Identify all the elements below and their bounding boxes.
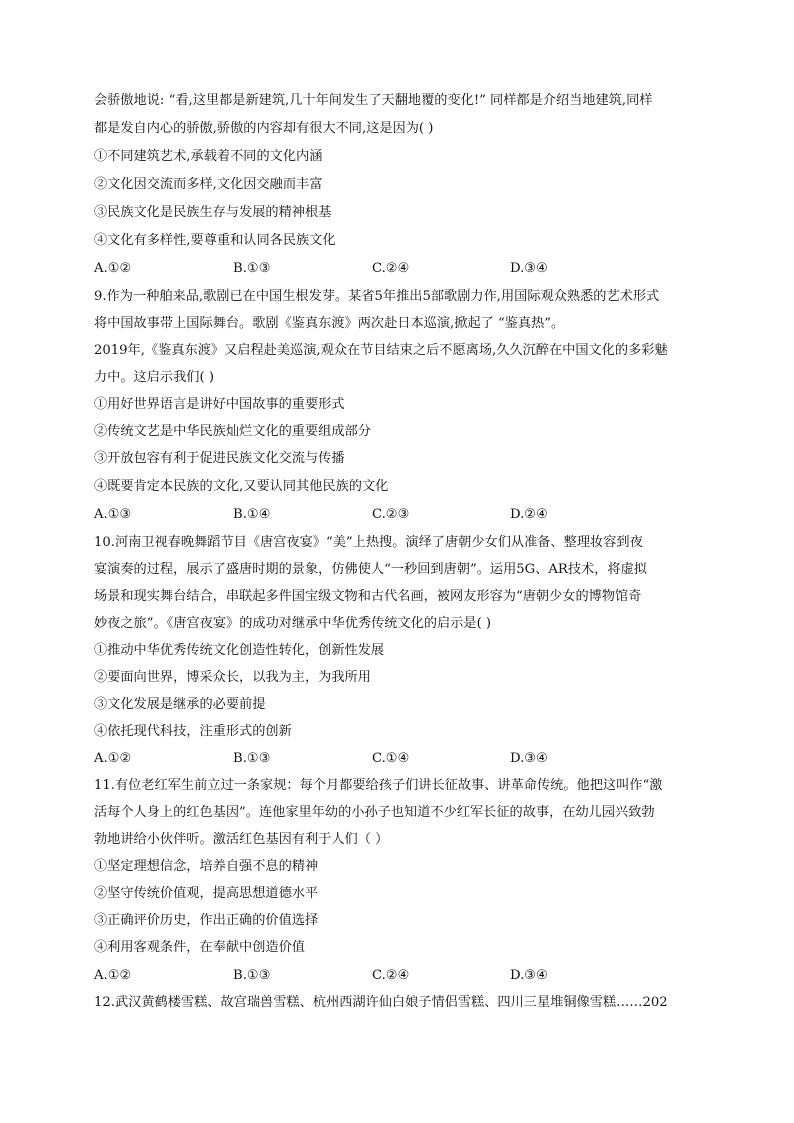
q9-item: ③开放包容有利于促进民族文化交流与传播	[94, 451, 345, 466]
q8-item: ④文化有多样性,要尊重和认同各民族文化	[94, 233, 336, 248]
q8-item: ②文化因交流而多样,文化因交融而丰富	[94, 177, 323, 192]
q10-option-c: C.①④	[372, 751, 410, 766]
q8-option-b: B.①③	[233, 261, 271, 276]
q9-option-b: B.①④	[233, 507, 271, 522]
q9-stem-line: 将中国故事带上国际舞台。歌剧《鉴真东渡》两次赴日本巡演,掀起了 “鉴真热”。	[94, 316, 565, 331]
q8-option-a: A.①②	[94, 261, 132, 276]
q9-stem-line: 9.作为一种舶来品,歌剧已在中国生根发芽。某省5年推出5部歌剧力作,用国际观众熟悉的艺术形式	[94, 289, 660, 304]
q10-option-b: B.①③	[233, 751, 271, 766]
q9-option-c: C.②③	[372, 507, 410, 522]
q11-option-a: A.①②	[94, 968, 132, 983]
q9-option-d: D.②④	[510, 507, 548, 522]
q9-item: ①用好世界语言是讲好中国故事的重要形式	[94, 397, 345, 412]
q11-stem-line: 活每个人身上的红色基因”。连他家里年幼的小孙子也知道不少红军长征的故事，在幼儿园兴致勃	[94, 805, 655, 820]
q9-item: ④既要肯定本民族的文化,又要认同其他民族的文化	[94, 479, 389, 494]
q11-item: ①坚定理想信念，培养自强不息的精神	[94, 859, 319, 874]
q10-stem-line: 场景和现实舞台结合，串联起多件国宝级文物和古代名画，被网友形容为“唐朝少女的博物馆奇	[94, 589, 642, 604]
q11-item: ④利用客观条件，在奉献中创造价值	[94, 940, 305, 955]
q11-option-c: C.②④	[372, 968, 410, 983]
q10-stem-line: 妙夜之旅”。《唐宫夜宴》的成功对继承中华优秀传统文化的启示是( )	[94, 616, 492, 631]
q10-item: ④依托现代科技，注重形式的创新	[94, 724, 292, 739]
q9-item: ②传统文艺是中华民族灿烂文化的重要组成部分	[94, 424, 371, 439]
q8-option-d: D.③④	[510, 261, 548, 276]
q11-item: ③正确评价历史，作出正确的价值选择	[94, 913, 319, 928]
q8-item: ③民族文化是民族生存与发展的精神根基	[94, 205, 332, 220]
q9-options	[94, 506, 709, 524]
q10-stem-line: 10.河南卫视春晚舞蹈节目《唐宫夜宴》“美”上热搜。演绎了唐朝少女们从准备、整理妆容到夜	[94, 535, 643, 550]
q8-stem-line: 会骄傲地说: “看,这里都是新建筑,几十年间发生了天翻地覆的变化!” 同样都是介绍当地建筑,同样	[94, 93, 653, 108]
q10-item: ③文化发展是继承的必要前提	[94, 697, 266, 712]
q10-option-d: D.③④	[510, 751, 548, 766]
q11-option-b: B.①③	[233, 968, 271, 983]
q9-stem-line: 2019年,《鉴真东渡》又启程赴美巡演,观众在节目结束之后不愿离场,久久沉醉在中国文化的多彩魅	[94, 343, 668, 358]
q12-stem-line: 12.武汉黄鹤楼雪糕、故宫瑞兽雪糕、杭州西湖许仙白娘子情侣雪糕、四川三星堆铜像雪糕……202	[94, 995, 668, 1010]
q11-options	[94, 967, 709, 985]
q10-option-a: A.①②	[94, 751, 132, 766]
q10-item: ②要面向世界，博采众长，以我为主，为我所用	[94, 670, 371, 685]
q10-item: ①推动中华优秀传统文化创造性转化，创新性发展	[94, 643, 385, 658]
q8-option-c: C.②④	[372, 261, 410, 276]
q8-item: ①不同建筑艺术,承载着不同的文化内涵	[94, 149, 323, 164]
q9-option-a: A.①③	[94, 507, 132, 522]
q9-stem-line: 力中。这启示我们( )	[94, 370, 214, 385]
q8-options	[94, 260, 709, 278]
q11-stem-line: 勃地讲给小伙伴听。激活红色基因有利于人们（ ）	[94, 832, 389, 847]
q11-stem-line: 11.有位老红军生前立过一条家规：每个月都要给孩子们讲长征故事、讲革命传统。他把这叫作“激	[94, 778, 663, 793]
q10-stem-line: 宴演奏的过程，展示了盛唐时期的景象，仿佛使人“一秒回到唐朝”。运用5G、AR技术，将虚拟	[94, 562, 647, 577]
q11-option-d: D.③④	[510, 968, 548, 983]
q10-options	[94, 750, 709, 768]
q11-item: ②坚守传统价值观，提高思想道德水平	[94, 886, 319, 901]
q8-stem-line: 都是发自内心的骄傲,骄傲的内容却有很大不同,这是因为( )	[94, 121, 434, 136]
